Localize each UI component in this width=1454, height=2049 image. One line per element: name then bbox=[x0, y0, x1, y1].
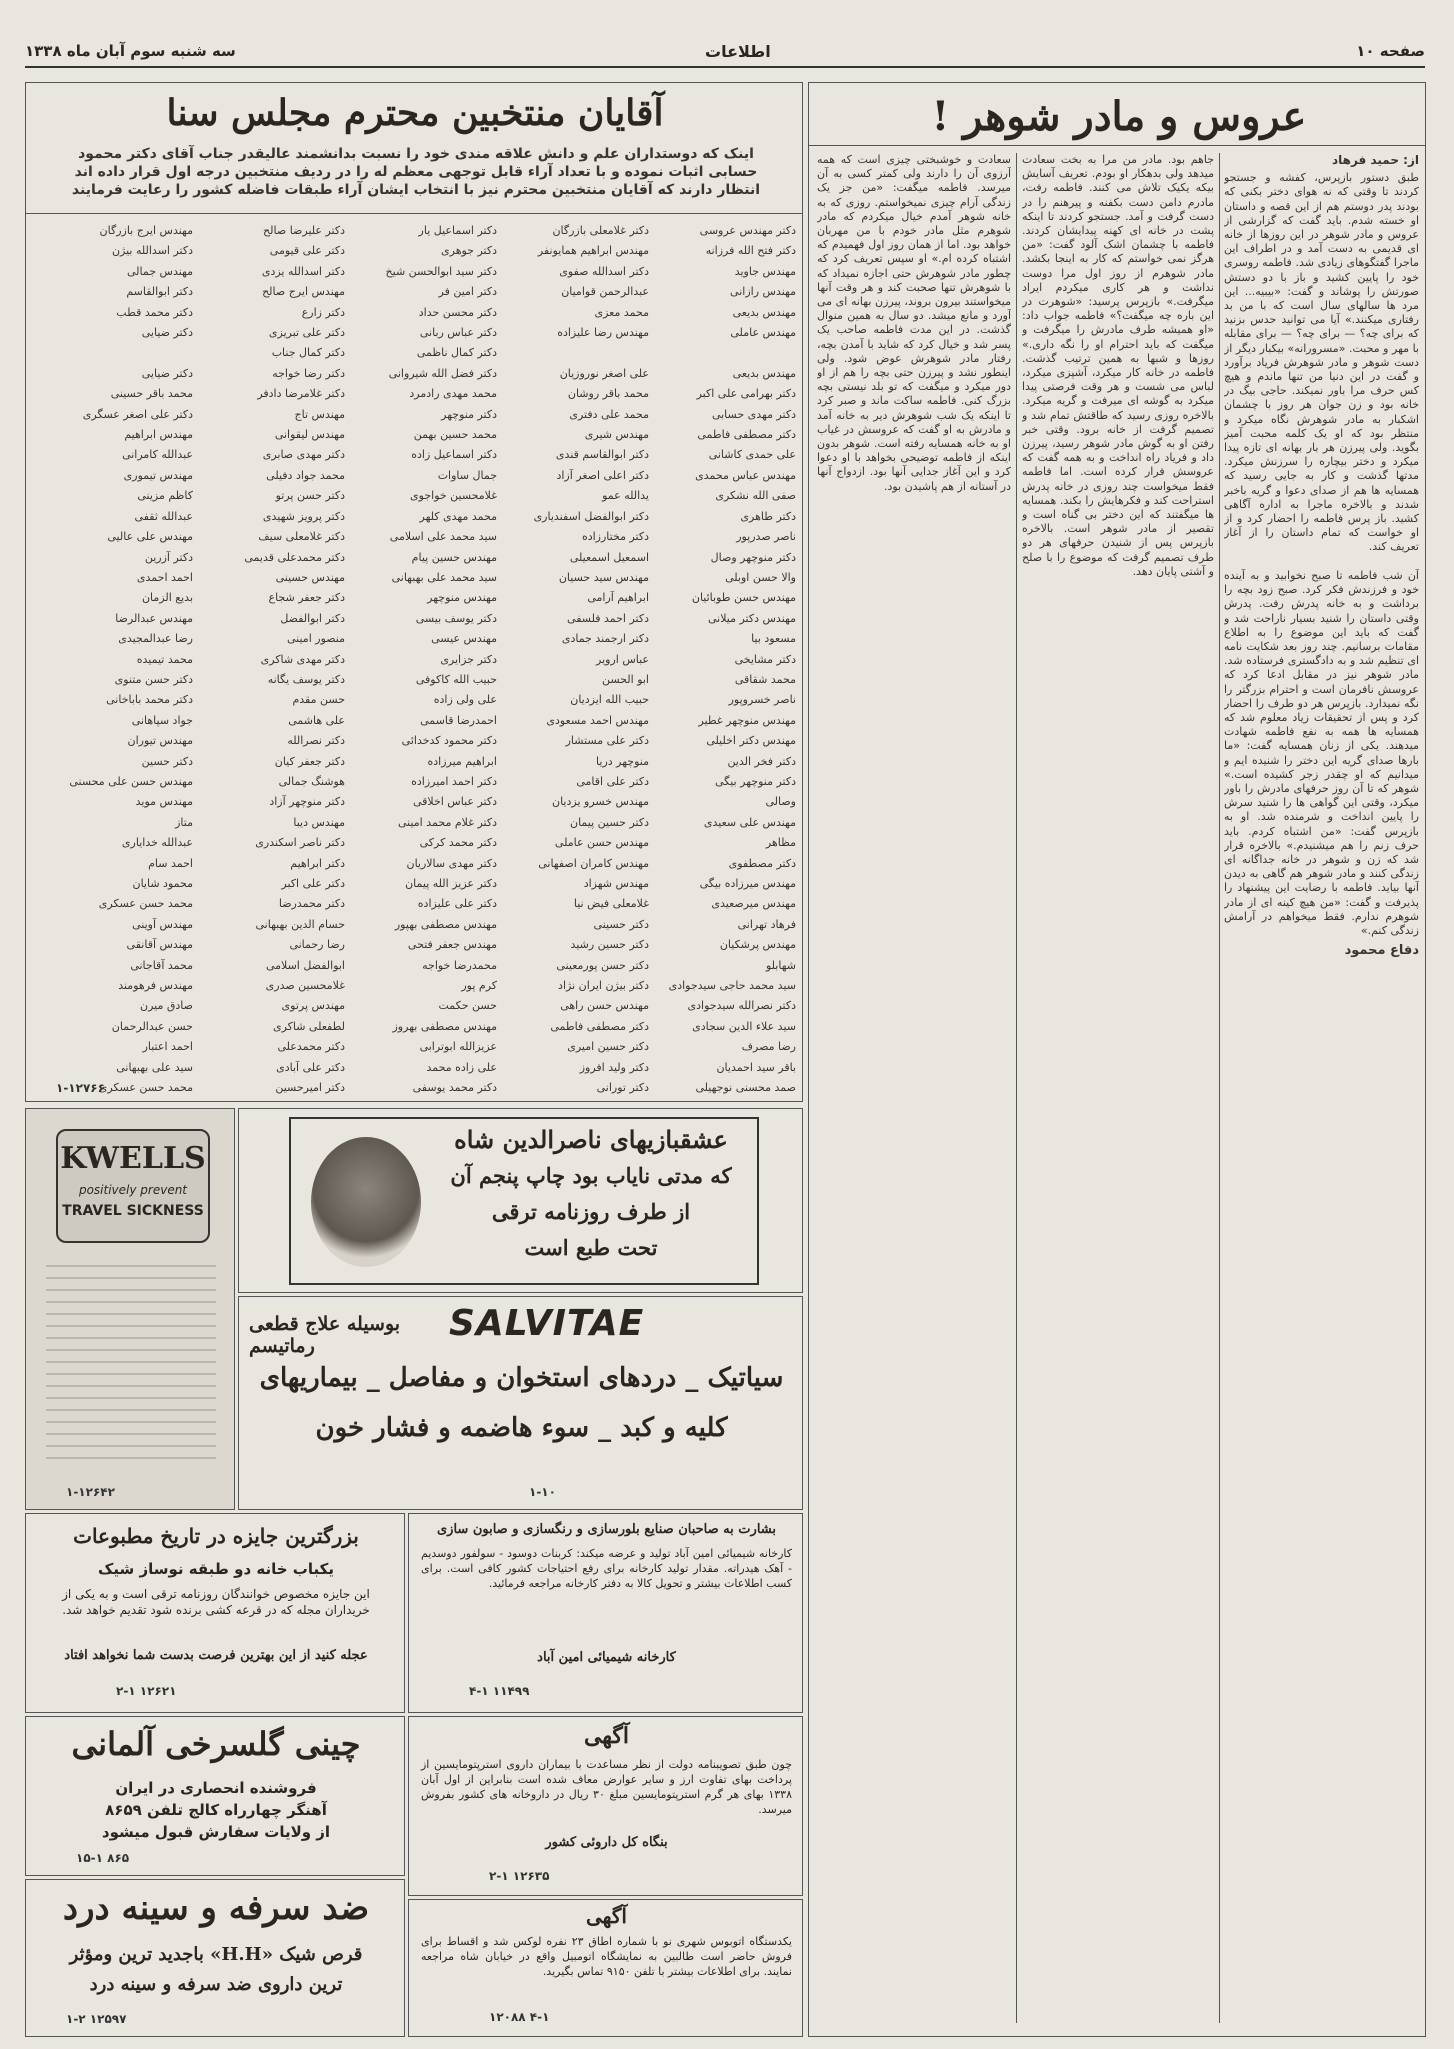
glass-body: کارخانه شیمیائی امین آباد تولید و عرضه میکند: کربنات دوسود - سولفور دوسدیم - آهک هیدراته. مقدار تولید کارخانه برای رفع احتیاجات کشور کافی است. برای کسب اطلاعات بیشتر و تحویل کالا به دفتر کارخانه مراجعه فرمائید. bbox=[421, 1547, 792, 1590]
candidate-name: منوچهر دریا bbox=[596, 754, 649, 768]
candidate-name: مهندس عبدالرضا bbox=[115, 611, 193, 625]
candidate-name: محمد حسن عسکری bbox=[98, 1081, 193, 1095]
salvitae-code: ۱-۱۰ bbox=[529, 1485, 556, 1499]
candidate-name: مهندس دکتر اخلیلی bbox=[706, 734, 796, 748]
page-header bbox=[25, 40, 1425, 68]
senate-title: آقایان منتخبین محترم مجلس سنا bbox=[166, 92, 664, 134]
candidate-name: احمد اعتبار bbox=[142, 1040, 193, 1054]
story-paragraph-2: جاهم بود. مادر من مرا به بخت سعادت میدهد ولی بدهکار او بودم. تعریف آسایش بیکه یکیک تلاش می کنند. فاطمه رفت، مادرم دامن دست بکفنه و پیرهنم را در دست گرفت و آمد. جستجو کردند تا اینکه پشت در خانه ای کهنه پیدایشان کردند. فاطمه با چشمان اشک آلود گفت: «من هرگز نمی خواستم که کار به اینجا بکشد. مادر شوهرم از روز اول مرا دوست نداشت و هر کاری میکردم ایراد میگرفت.» بازپرس پرسید: «شوهرت در این باره چه میگفت؟» فاطمه جواب داد: «او همیشه طرف مادرش را میگرفت و میگفت که باید احترام او را نگه داری.» روزها و شبها به همین ترتیب گذشت. فاطمه در خانه کار میکرد، آشپزی میکرد، لباس می شست و هر وقت فرصتی پیدا میکرد به گوشه ای میرفت و گریه میکرد. بالاخره روزی رسید که طاقتش تمام شد و تصمیم گرفت از خانه برود. وقتی خبر رفتن او به گوش مادر شوهر رسید، پیرزن داد و فریاد راه انداخت و به همه گفت که عروسش فرار کرده است. اما فاطمه فقط میخواست چند روزی در خانه پدرش استراحت کند و فکرهایش را بکند. همسایه ها میگفتند که این دختر بی گناه است و تقصیر از مادر شوهر است. بالاخره بازپرس پس از شنیدن حرفهای هر دو طرف تصمیم گرفت که موضوع را با صلح و آشتی پایان دهد. bbox=[1022, 153, 1214, 578]
prize-title: بزرگترین جایزه در تاریخ مطبوعات bbox=[73, 1524, 359, 1548]
candidate-name: مهندس تاج bbox=[294, 407, 345, 421]
candidate-name: دکتر حسن پورمعینی bbox=[556, 958, 649, 972]
story-paragraph-1: طبق دستور بازپرس، کفشه و جستجو کردند تا وقتی که نه هوای دختر بکنی که بودند پدر دوستم هم از این قصه و داستان او خسته شدم. باید گفت که گزارشی از عروس و مادر شوهر در این روزها از خانه ای قدیمی به دست آمد و در اطراف این ماجرا گفتگوهای زیادی شد. فاطمه روسری خود را پایین کشید و باز با دو دستش صورتش را پوشاند و گفت: «بیبیه... این مرد ها سالهای سال است که با من بد رفتاری میکنند.» آیا می توانید حدس بزنید که برای چه؟ — برای چه؟ — برای مقابله با مهر و محبت. «مسرورانه» بیکبار دیگر از دست شوهر و مادر شوهرش فریاد برآورد و گفت در این دنیا من تنها ماندم و هیچ کس حرف مرا باور نمیکند. حاجی بیگ در خانه بود و زن جوان هر روز با چشمان اشکبار به مادر شوهرش نگاه میکرد و منتظر بود که او یک کلمه محبت آمیز بگوید. ولی پیرزن هر بار بهانه ای تازه پیدا میکرد و دختر بیچاره را سرزنش میکرد. مدتها گذشت و کار به جایی رسید که همسایه ها هم از صدای دعوا و گریه باخبر شدند و بالاخره ماجرا به اداره آگاهی کشید. باز پرس فاطمه را احضار کرد و از او خواست که تمام داستان را از آغاز تعریف کند. bbox=[1224, 171, 1419, 554]
candidate-name: دکتر غلامرضا دادفر bbox=[257, 387, 345, 401]
candidate-name: مهندس حسن راهی bbox=[560, 999, 649, 1013]
candidate-name: رضا رحمانی bbox=[289, 938, 345, 952]
candidate-name: غلامعلی فیض نیا bbox=[573, 897, 649, 911]
candidate-name: دکتر ابوالقاسم bbox=[126, 285, 193, 299]
candidate-name: دکتر سید ابوالحسن شیخ bbox=[385, 264, 497, 278]
candidate-name: رضا مصرف bbox=[741, 1040, 796, 1054]
china-line1: فروشنده انحصاری در ایران bbox=[115, 1779, 317, 1797]
candidate-name: دکتر تورانی bbox=[596, 1081, 649, 1095]
kwells-brand: KWELLS bbox=[60, 1141, 206, 1176]
senate-intro: اینک که دوستداران علم و دانش علاقه مندی خود را نسبت بدانشمند عالیقدر جناب آقای دکتر محمود حسابی اثبات نموده و با تعداد آراء قابل توجهی معظم له را در ردیف منتخبین درجه اول قرار داده اند انتظار دارند که آقایان منتخبین محترم نیز با انتخاب ایشان آراء طبقات فاضله کشور را رعایت فرمایند bbox=[71, 146, 761, 198]
candidate-name: دکتر منوچهر آزاد bbox=[269, 795, 345, 809]
candidate-name: حسن حکمت bbox=[438, 999, 497, 1013]
candidate-name: دکتر علی علیزاده bbox=[417, 897, 497, 911]
candidate-name bbox=[656, 343, 796, 363]
story-paragraph-4: آن شب فاطمه تا صبح نخوابید و به آینده خود و فرزندش فکر کرد. صبح زود بچه را برداشت و به خانه پدرش رفت. پدرش وقتی داستان را شنید بسیار ناراحت شد و گفت که باید این موضوع را به اطلاع مقامات برسانیم. چند روز بعد شکایت نامه ای تنظیم شد و به دادگستری فرستاده شد. مادر شوهر نیز در مقابل ادعا کرد که عروسش نافرمان است و احترام بزرگتر را نگه نمیدارد. بازپرس هر دو طرف را احضار کرد و پس از تحقیقات زیاد معلوم شد که همسایه ها همه به نفع فاطمه شهادت میدهند. یکی از زنان همسایه گفت: «ما بارها صدای گریه این دختر را شنیده ایم و میدانیم که او چقدر زجر کشیده است.» شوهر که تا آن روز حرفهای مادرش را باور میکرد، وقتی این گواهی ها را شنید سرش را پایین انداخت و شرمنده شد. او به بازپرس گفت: «من اشتباه کردم. باید حرف زنم را هم میشنیدم.» بالاخره قرار شد که زن و شوهر در خانه جداگانه ای زندگی کنند و مادر شوهر هم گاهی به دیدن آنها بیاید. فاطمه با رضایت این پیشنهاد را پذیرفت و گفت: «من هیچ کینه ای از مادر شوهرم ندارم. فقط میخواهم در آرامش زندگی کنم.» bbox=[1224, 568, 1419, 937]
candidate-name: علی هاشمی bbox=[288, 713, 345, 727]
china-line2: آهنگر چهارراه کالج تلفن ۸۶۵۹ bbox=[105, 1801, 327, 1819]
candidate-name: دکتر اسدالله بیژن bbox=[111, 244, 193, 258]
candidate-name: دکتر یوسف یگانه bbox=[267, 672, 345, 686]
candidate-name: دکتر زارع bbox=[301, 305, 345, 319]
candidate-name: مهندس احمد مسعودی bbox=[546, 713, 649, 727]
column-rule bbox=[1219, 153, 1220, 2023]
salvitae-line1: بوسیله علاج قطعی رماتیسم bbox=[249, 1313, 401, 1357]
candidate-name: دکتر مصطفوی bbox=[728, 856, 796, 870]
candidate-name: دکتر منوچهر bbox=[441, 407, 497, 421]
candidate-name: دکتر حسین پیمان bbox=[570, 815, 649, 829]
prize-ad bbox=[25, 1513, 405, 1713]
candidate-name bbox=[504, 343, 649, 363]
candidate-name: دکتر حسینی bbox=[593, 917, 649, 931]
notice2-title: آگهی bbox=[586, 1904, 627, 1928]
candidate-name: کرم پور bbox=[461, 979, 497, 993]
candidate-name: غلامحسین خواجوی bbox=[410, 489, 497, 503]
candidate-name: محمد حسین بهمن bbox=[413, 428, 497, 442]
candidate-name: ابو الحسن bbox=[602, 672, 649, 686]
candidate-name: دکتر ارجمند جمادی bbox=[561, 632, 649, 646]
notice1-code: ۲-۱ ۱۲۶۳۵ bbox=[489, 1869, 550, 1883]
candidate-name: ابراهیم آرامی bbox=[587, 591, 649, 605]
candidate-name: عزیزالله ابوترابی bbox=[419, 1040, 497, 1054]
story-byline: از: حمید فرهاد bbox=[1331, 153, 1419, 167]
prize-body: این جایزه مخصوص خوانندگان روزنامه ترقی است و به یکی از خریداران مجله که در قرعه کشی برنده شود تقدیم خواهد شد. bbox=[62, 1587, 370, 1617]
candidate-name: دکتر علیرضا صالح bbox=[263, 224, 345, 237]
china-code: ۱۵-۱ ۸۶۵ bbox=[76, 1851, 130, 1865]
candidate-name: حبیب الله کاکوفی bbox=[415, 672, 497, 686]
candidate-name: دکتر پرویز شهیدی bbox=[262, 509, 345, 523]
salvitae-brand: SALVITAE bbox=[449, 1303, 645, 1344]
story-col1 bbox=[1224, 153, 1419, 2023]
candidate-name: مهندس لیقوانی bbox=[274, 428, 345, 442]
glass-industry-ad bbox=[408, 1513, 803, 1713]
candidate-name: محمد آقاجانی bbox=[130, 958, 193, 972]
candidate-name: دکتر امیرحسین bbox=[275, 1081, 345, 1095]
story-paragraph-3: سعادت و خوشبختی چیزی است که همه آرزوی آن را دارند ولی کمتر کسی به آن میرسد. فاطمه میگفت: «من جز یک زندگی آرام چیزی نمیخواستم. روزی که به خانه شوهر آمدم خیال میکردم که مادر شوهرم مثل مادر خودم با من مهربان خواهد بود. اما از همان روز اول فهمیدم که اشتباه کرده ام.» او سپس تعریف کرد که چطور مادر شوهرش حتی اجازه نمیداد که با شوهرش تنها صحبت کند و هر وقت آنها میخواستند بیرون بروند، پیرزن بهانه ای می آورد و مانع میشد. دو سال به همین منوال گذشت. در این مدت فاطمه صاحب یک پسر شد و خیال کرد که شاید با آمدن بچه، رفتار مادر شوهرش عوض شود. ولی اینطور نشد و پیرزن حتی بچه را هم از او دور میکرد و میگفت که تو بلد نیستی بچه بزرگ کنی. فاطمه ساکت ماند و صبر کرد تا اینکه یک شب شوهرش دیر به خانه آمد و مادرش به او گفت که عروسش در غیاب او به خانه همسایه رفته است. شوهر بدون اینکه از فاطمه توضیحی بخواهد با او دعوا کرد و این آغاز جدایی آنها بود. ازدواج آنها در آستانه از هم پاشیدن بود. bbox=[817, 153, 1011, 493]
candidate-name: مهندس حسینی bbox=[275, 570, 345, 584]
candidate-name: دکتر اسماعیل یار bbox=[418, 224, 497, 237]
notice-bus bbox=[408, 1899, 803, 2037]
candidate-name: مهندس ایرج صالح bbox=[262, 285, 345, 299]
candidate-name: مهندس شهزاد bbox=[583, 877, 649, 890]
candidate-name: حبیب الله ایزدیان bbox=[570, 693, 649, 707]
cough-title: ضد سرفه و سینه درد bbox=[62, 1888, 370, 1928]
candidate-name: دکتر محمود کدخدائی bbox=[401, 734, 497, 748]
china-title: چینی گلسرخی آلمانی bbox=[71, 1725, 361, 1763]
candidate-name: دکتر فتح الله فرزانه bbox=[705, 244, 796, 258]
candidate-name: دکتر عزیز الله پیمان bbox=[405, 877, 497, 890]
candidate-name: مهندس علی عالیی bbox=[107, 530, 193, 544]
candidate-name: مهندس میرصعیدی bbox=[711, 897, 796, 911]
kwells-fineprint bbox=[46, 1259, 216, 1459]
candidate-name: صمد محسنی نوجهیلی bbox=[695, 1081, 796, 1095]
candidate-name: سید محمد حاجی سیدجوادی bbox=[668, 979, 796, 993]
candidate-name: ناصر خسروپور bbox=[728, 693, 796, 707]
candidate-name: محمود شایان bbox=[132, 877, 193, 890]
salvitae-line2: سیاتیک _ دردهای استخوان و مفاصل _ بیماریهای bbox=[259, 1363, 784, 1393]
candidate-name: محمد باقر حسینی bbox=[110, 387, 193, 401]
candidate-name: محمد مهدی کلهر bbox=[419, 509, 497, 523]
candidate-name: علی اصغر نوروزیان bbox=[559, 366, 649, 380]
candidate-name: دکتر جزایری bbox=[440, 652, 497, 666]
candidate-name: دکتر علی مستشار bbox=[565, 734, 649, 748]
candidate-name: دکتر ولید افروز bbox=[579, 1060, 649, 1074]
candidate-name: دکتر بیژن ایران نژاد bbox=[558, 979, 649, 993]
kwells-tagline1: positively prevent bbox=[78, 1183, 188, 1197]
candidate-name: مهندس مصطفی بهپور bbox=[394, 917, 497, 931]
candidate-name: غلامحسین صدری bbox=[265, 979, 345, 993]
candidate-name: دکتر فخر الدین bbox=[727, 754, 796, 768]
candidate-name: دکتر رضا خواجه bbox=[272, 366, 345, 380]
candidate-name: جمال ساوات bbox=[437, 468, 497, 482]
candidate-name: مهندس دکتر میلانی bbox=[707, 611, 796, 625]
candidate-name: حسن مقدم bbox=[292, 693, 345, 707]
candidate-name: دکتر غلامعلی بازرگان bbox=[552, 224, 649, 237]
page-number: صفحه ۱۰ bbox=[1356, 42, 1425, 60]
candidate-name: دکتر یوسف بیسی bbox=[415, 611, 497, 625]
story-col2 bbox=[1022, 153, 1214, 2023]
candidate-name: دکتر محمد باباخانی bbox=[106, 693, 193, 707]
candidate-name: ابراهیم میرزاده bbox=[427, 754, 497, 768]
candidate-name: دکتر طاهری bbox=[740, 509, 796, 523]
candidate-name: عبدالرحمن قوامیان bbox=[561, 285, 649, 299]
candidate-name: مهندس ایرج بازرگان bbox=[99, 224, 193, 237]
candidate-name: علی زاده محمد bbox=[426, 1060, 497, 1074]
candidate-name: محمد جواد دفیلی bbox=[266, 468, 345, 482]
candidate-name: هوشنگ جمالی bbox=[278, 774, 345, 788]
candidate-name: مهندس فرهومند bbox=[118, 979, 193, 993]
candidate-name: دکتر علی تبریزی bbox=[268, 326, 345, 340]
name-list-col5 bbox=[48, 221, 193, 1102]
candidate-name: دکتر محمد قطب bbox=[116, 305, 193, 319]
candidate-name: محمدرضا خواجه bbox=[422, 958, 497, 972]
candidate-name: دکتر محمدعلی قدیمی bbox=[244, 550, 345, 564]
candidate-name: سید علاء الدین سجادی bbox=[692, 1019, 796, 1033]
senate-ad-code: ۱-۱۲۷۶۶ bbox=[56, 1081, 105, 1095]
prize-code: ۲-۱ ۱۲۶۲۱ bbox=[116, 1684, 177, 1698]
candidate-name: مهندس بدیعی bbox=[732, 366, 796, 380]
candidate-name: دکتر مصطفی فاطمی bbox=[697, 428, 796, 442]
candidate-name: محمد شقاقی bbox=[734, 672, 796, 686]
candidate-name: محمد باقر روشان bbox=[567, 387, 649, 401]
name-list-col4 bbox=[200, 221, 345, 1102]
candidate-name: مهندس جاوید bbox=[734, 264, 796, 278]
candidate-name: ابوالفضل اسلامی bbox=[265, 958, 345, 972]
nasser-line2: که مدتی نایاب بود چاپ پنجم آن bbox=[450, 1163, 732, 1188]
candidate-name: دکتر علی اکبر bbox=[281, 877, 345, 890]
name-list-col3 bbox=[352, 221, 497, 1102]
glass-title: بشارت به صاحبان صنایع بلورسازی و رنگسازی و صابون سازی bbox=[437, 1522, 776, 1537]
title-rule bbox=[809, 145, 1426, 146]
candidate-name: فرهاد تهرانی bbox=[737, 917, 796, 931]
candidate-name: دکتر علی اصغر عسگری bbox=[82, 407, 193, 421]
candidate-name: دکتر اسدالله صفوی bbox=[559, 264, 649, 278]
candidate-name: حسام الدین بهبهانی bbox=[255, 917, 345, 931]
candidate-name: مهندس مصطفی بهروز bbox=[392, 1019, 497, 1033]
glass-code: ۴-۱ ۱۱۴۹۹ bbox=[469, 1684, 530, 1698]
candidate-name: صادق میرن bbox=[140, 999, 193, 1013]
candidate-name: مهندس دیبا bbox=[293, 815, 345, 829]
candidate-name: مهندس جعفر فتحی bbox=[407, 938, 497, 952]
candidate-name: دکتر ابوالقاسم قندی bbox=[555, 448, 649, 462]
intro-rule bbox=[26, 213, 803, 214]
kwells-code: ۱-۱۲۶۴۲ bbox=[66, 1485, 115, 1499]
candidate-name bbox=[200, 1098, 345, 1102]
candidate-name: دکتر علی اقامی bbox=[576, 774, 649, 788]
candidate-name: دکتر ضیایی bbox=[141, 366, 193, 380]
candidate-name: دکتر مختارزاده bbox=[581, 530, 649, 544]
candidate-name: سید محمد علی اسلامی bbox=[389, 530, 497, 544]
prize-footer: عجله کنید از این بهترین فرصت بدست شما نخواهد افتاد bbox=[64, 1648, 368, 1663]
cough-medicine-ad bbox=[25, 1879, 405, 2037]
nasser-line4: تحت طبع است bbox=[524, 1235, 658, 1260]
senate-article bbox=[25, 82, 803, 1102]
candidate-name: دکتر ضیایی bbox=[141, 326, 193, 340]
candidate-name: مهندس رازانی bbox=[730, 285, 796, 299]
candidate-name: دکتر جعفر شجاع bbox=[268, 591, 345, 605]
candidate-name: دکتر حسن پرتو bbox=[275, 489, 345, 503]
candidate-name: علی حمدی کاشانی bbox=[708, 448, 796, 462]
candidate-name: دکتر منوچهر بیگی bbox=[715, 774, 796, 788]
candidate-name: عبدالله کامرانی bbox=[122, 448, 193, 462]
candidate-name: دکتر آزرین bbox=[144, 550, 193, 564]
candidate-name: دکتر محمدعلی bbox=[277, 1040, 345, 1054]
candidate-name: دکتر منوچهر وصال bbox=[710, 550, 796, 564]
candidate-name: مهندس منوچهر bbox=[427, 591, 497, 605]
candidate-name: دکتر عباس ربانی bbox=[419, 326, 497, 340]
candidate-name: دکتر جوهری bbox=[441, 244, 497, 258]
candidate-name: دکتر نصرالله bbox=[287, 734, 345, 748]
candidate-name: عباس ارویر bbox=[596, 652, 649, 666]
candidate-name: مهندس عیسی bbox=[431, 632, 497, 646]
candidate-name: وصالی bbox=[765, 795, 796, 809]
candidate-name: دکتر ناصر اسکندری bbox=[255, 836, 345, 850]
candidate-name bbox=[504, 1098, 649, 1102]
name-list-col2 bbox=[504, 221, 649, 1102]
name-list-col1 bbox=[656, 221, 796, 1102]
china-ad bbox=[25, 1716, 405, 1876]
candidate-name: دکتر احمد امیرزاده bbox=[411, 774, 497, 788]
candidate-name: دکتر محسن حداد bbox=[418, 305, 497, 319]
candidate-name: محمد حسن عسکری bbox=[98, 897, 193, 911]
candidate-name: شهابلو bbox=[765, 958, 796, 972]
column-rule bbox=[1016, 153, 1017, 2023]
candidate-name: مهندس بدیعی bbox=[732, 305, 796, 319]
story-title: عروس و مادر شوهر ! bbox=[931, 93, 1307, 140]
candidate-name: مظاهر bbox=[765, 836, 796, 850]
candidate-name: دکتر ابوالفضل اسفندیاری bbox=[533, 509, 649, 523]
candidate-name: اسمعیل اسمعیلی bbox=[569, 550, 649, 564]
candidate-name: دکتر مهدی صابری bbox=[262, 448, 345, 462]
story-col3 bbox=[817, 153, 1011, 2023]
candidate-name: مسعود بیا bbox=[751, 632, 796, 646]
candidate-name: مهندس جمالی bbox=[126, 264, 193, 278]
candidate-name: مهندس حسن عاملی bbox=[554, 836, 649, 850]
candidate-name: دکتر اعلی اصغر آزاد bbox=[556, 468, 649, 482]
candidate-name: عبدالله خدایاری bbox=[121, 836, 193, 850]
kwells-box-graphic bbox=[56, 1129, 210, 1243]
candidate-name: عبدالله ثقفی bbox=[134, 509, 193, 523]
candidate-name: دکتر اسدالله یزدی bbox=[261, 264, 345, 278]
candidate-name: دکتر احمد فلسفی bbox=[567, 611, 649, 625]
candidate-name: دکتر مهدی سالاریان bbox=[406, 856, 497, 870]
candidate-name: محمد مهدی رادمرد bbox=[409, 387, 497, 401]
nasser-frame bbox=[289, 1117, 759, 1285]
candidate-name: دکتر حسین امیری bbox=[567, 1040, 649, 1054]
candidate-name: جواد سپاهانی bbox=[131, 713, 193, 727]
candidate-name: یدالله عمو bbox=[602, 489, 649, 503]
kwells-ad bbox=[25, 1108, 235, 1510]
candidate-name: ناصر صدرپور bbox=[736, 530, 796, 544]
cough-code: ۱-۲ ۱۲۵۹۷ bbox=[66, 2012, 127, 2026]
candidate-name: مهندس حسین پیام bbox=[411, 550, 497, 564]
candidate-name: مهندس حسن علی محسنی bbox=[69, 774, 193, 788]
notice-streptomycin bbox=[408, 1716, 803, 1896]
notice2-body: یکدستگاه اتوبوس شهری نو با شماره اطاق ۲۳ نفره لوکس شد و اقساط برای فروش حاضر است طالبین به نمایشگاه اتومبیل واقع در خیابان شاه مراجعه نمایند. برای اطلاعات بیشتر با تلفن ۹۱۵۰ تماس بگیرید. bbox=[421, 1935, 792, 1978]
prize-sub: یکباب خانه دو طبقه نوساز شیک bbox=[98, 1560, 334, 1578]
candidate-name: دکتر غلامعلی سیف bbox=[258, 530, 345, 544]
candidate-name: دکتر فضل الله شیروانی bbox=[388, 366, 497, 380]
candidate-name: دکتر نصرالله سیدجوادی bbox=[687, 999, 796, 1013]
candidate-name: مهندس تیوران bbox=[127, 734, 193, 748]
notice1-footer: بنگاه کل داروئی کشور bbox=[545, 1835, 668, 1850]
candidate-name: مهندس منوچهر غطیر bbox=[698, 713, 796, 727]
candidate-name: مهندس پرشکیان bbox=[719, 938, 796, 952]
cough-line1: قرص شیک «H.H» باجدید ترین ومؤثر bbox=[69, 1944, 363, 1965]
candidate-name: دکتر حسن متنوی bbox=[114, 672, 193, 686]
paper-name: اطلاعات bbox=[705, 42, 771, 61]
candidate-name: دکتر عباس اخلاقی bbox=[412, 795, 497, 809]
salvitae-line3: کلیه و کبد _ سوء هاضمه و فشار خون bbox=[315, 1413, 728, 1443]
candidate-name: محمد تیمیده bbox=[136, 652, 193, 666]
candidate-name: مهندس ابراهیم همایونفر bbox=[537, 244, 649, 258]
candidate-name: دکتر محمد کرکی bbox=[419, 836, 497, 850]
candidate-name: مهندس کامران اصفهانی bbox=[538, 856, 649, 870]
candidate-name: مهندس تیموری bbox=[123, 468, 193, 482]
candidate-name: مهندس آوینی bbox=[132, 917, 193, 931]
cough-line2: ترین داروی ضد سرفه و سینه درد bbox=[89, 1974, 343, 1995]
notice2-code: ۱۲۰۸۸ ۴-۱ bbox=[489, 2010, 550, 2024]
candidate-name: دکتر محمد یوسفی bbox=[412, 1081, 497, 1095]
notice1-body: چون طبق تصویبنامه دولت از نظر مساعدت با بیماران داروی استرپتومایسین از پرداخت بهای تفاوت ارز و سایر عوارض معاف شده است بنابراین از اول آبان ۱۳۳۸ بهای هر گرم استرپتومایسین مبلغ ۳۰ ریال در داروخانه های کشور بفروش میرسد. bbox=[421, 1758, 792, 1816]
candidate-name: مهندس سید حسیان bbox=[558, 570, 649, 584]
candidate-name: مهندس علی سعیدی bbox=[703, 815, 796, 829]
candidate-name: مهندس عاملی bbox=[730, 326, 796, 340]
candidate-name: دکتر کمال جناب bbox=[271, 346, 345, 360]
candidate-name: علی ولی زاده bbox=[433, 693, 497, 707]
notice1-title: آگهی bbox=[583, 1723, 630, 1749]
kwells-tagline2: TRAVEL SICKNESS bbox=[62, 1203, 204, 1219]
candidate-name bbox=[48, 343, 193, 363]
candidate-name: مهندس ابراهیم bbox=[124, 428, 193, 442]
candidate-name: باقر سید احمدیان bbox=[716, 1060, 796, 1074]
candidate-name bbox=[48, 1098, 193, 1102]
candidate-name: مهندس پرتوی bbox=[281, 999, 345, 1013]
candidate-name: دکتر اسماعیل زاده bbox=[411, 448, 497, 462]
candidate-name: محمد علی دفتری bbox=[569, 407, 649, 421]
candidate-name: دکتر حسین رشید bbox=[570, 938, 649, 952]
candidate-name: مهندس رضا علیزاده bbox=[557, 326, 649, 340]
nasser-book-ad bbox=[238, 1108, 803, 1293]
candidate-name: لطفعلی شاکری bbox=[272, 1019, 345, 1033]
candidate-name: دکتر محمدرضا bbox=[278, 897, 345, 911]
story-column-panel bbox=[808, 82, 1426, 2037]
issue-date: سه شنبه سوم آبان ماه ۱۳۳۸ bbox=[25, 42, 236, 60]
china-line3: از ولایات سفارش قبول میشود bbox=[101, 1823, 331, 1841]
story-signature: دفاع محمود bbox=[1344, 943, 1419, 959]
candidate-name: احمد احمدی bbox=[136, 570, 193, 584]
candidate-name: دکتر مهدی حسابی bbox=[711, 407, 796, 421]
candidate-name: دکتر کمال ناظمی bbox=[416, 346, 497, 360]
candidate-name: دکتر مهندس عروسی bbox=[699, 224, 796, 237]
candidate-name: رضا عبدالمجیدی bbox=[118, 632, 193, 646]
glass-footer: کارخانه شیمیائی امین آباد bbox=[537, 1650, 676, 1665]
candidate-name: متاز bbox=[175, 815, 193, 829]
candidate-name: منصور امینی bbox=[287, 632, 345, 646]
candidate-name: مهندس خسرو یزدیان bbox=[552, 795, 649, 809]
nasser-line3: از طرف روزنامه ترقی bbox=[491, 1199, 691, 1224]
candidate-name: احمدرضا قاسمی bbox=[420, 713, 497, 727]
candidate-name: دکتر علی قیومی bbox=[269, 244, 345, 258]
candidate-name: والا حسن اوبلی bbox=[725, 570, 796, 584]
candidate-name: سید علی بهبهانی bbox=[116, 1060, 193, 1074]
candidate-name: مهندس شیری bbox=[584, 428, 649, 442]
salvitae-ad bbox=[238, 1296, 803, 1510]
candidate-name: دکتر حسین bbox=[141, 754, 193, 768]
shah-portrait bbox=[311, 1137, 421, 1267]
candidate-name: دکتر ابوالفضل bbox=[280, 611, 345, 625]
candidate-name bbox=[352, 1098, 497, 1102]
candidate-name: مهندس موید bbox=[135, 795, 193, 809]
candidate-name: دکتر بهرامی علی اکبر bbox=[696, 387, 796, 401]
candidate-name: سید محمد علی بهبهانی bbox=[391, 570, 497, 584]
candidate-name: دکتر مصطفی فاطمی bbox=[550, 1019, 649, 1033]
candidate-name: دکتر غلام محمد امینی bbox=[397, 815, 497, 829]
candidate-name: مهندس عباس محمدی bbox=[695, 468, 796, 482]
candidate-name: محمد معزی bbox=[594, 305, 649, 319]
candidate-name bbox=[656, 1098, 796, 1102]
candidate-name: دکتر مهدی شاکری bbox=[260, 652, 345, 666]
nasser-line1: عشقبازیهای ناصرالدین شاه bbox=[454, 1125, 728, 1154]
candidate-name: دکتر علی آبادی bbox=[276, 1060, 345, 1074]
candidate-name: بدیع الزمان bbox=[141, 591, 193, 605]
candidate-name: دکتر امین فر bbox=[438, 285, 497, 299]
candidate-name: احمد سام bbox=[148, 856, 193, 870]
candidate-name: دکتر ابراهیم bbox=[290, 856, 345, 870]
candidate-name: کاظم مزینی bbox=[137, 489, 193, 503]
candidate-name: مهندس آقانقی bbox=[126, 938, 193, 952]
candidate-name: مهندس حسن طوبائیان bbox=[691, 591, 796, 605]
candidate-name: دکتر مشایخی bbox=[734, 652, 796, 666]
candidate-name: حسن عبدالرحمان bbox=[111, 1019, 193, 1033]
candidate-name: دکتر جعفر کیان bbox=[274, 754, 345, 768]
candidate-name: صفی الله نشکری bbox=[715, 489, 796, 503]
candidate-name: مهندس میرزاده بیگی bbox=[699, 877, 796, 890]
